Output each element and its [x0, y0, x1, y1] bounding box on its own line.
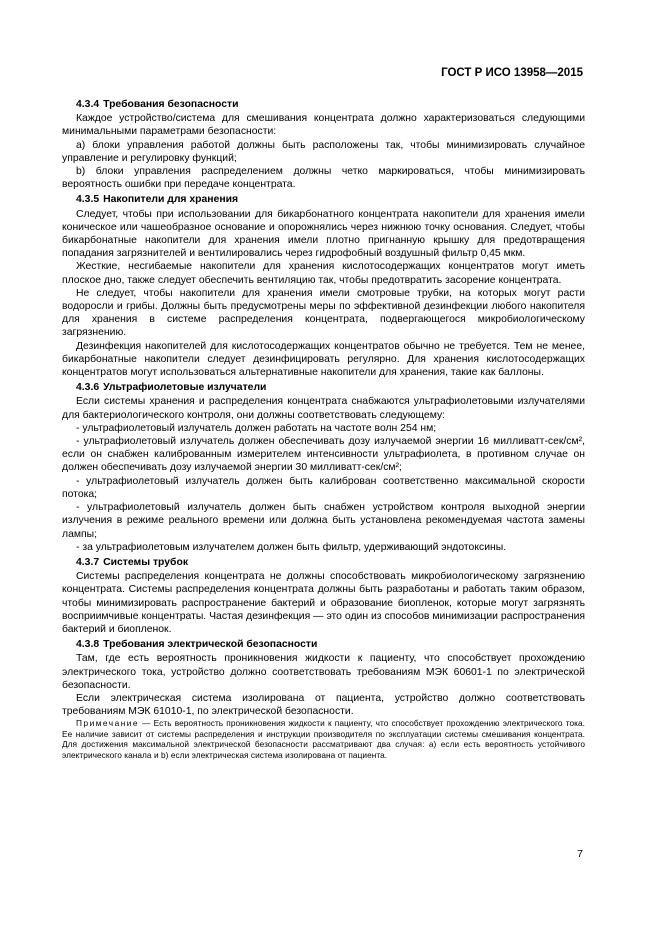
- paragraph: Если системы хранения и распределения концентрата снабжаются ультрафиолетовыми излучателями для бактериологического контроля, они должны соответствовать следующему:: [62, 396, 585, 421]
- paragraph: Жесткие, несгибаемые накопители для хранения кислотосодержащих концентратов могут иметь плоское дно, также следует обеспечить вентиляцию так, чтобы предотвратить засорение концентрата.: [62, 261, 585, 286]
- note-label: Примечание: [76, 718, 140, 729]
- section-heading-4-3-4: [62, 98, 585, 111]
- paragraph: Если электрическая система изолирована от пациента, устройство должно соответствовать требованиям МЭК 61010-1, по электрической безопасности.: [62, 692, 585, 718]
- section-heading-4-3-6: [62, 381, 585, 394]
- section-number: 4.3.8: [76, 639, 100, 651]
- list-item: - ультрафиолетовый излучатель должен быть калиброван соответственно максимальной скорости потока;: [62, 475, 585, 500]
- list-item: - ультрафиолетовый излучатель должен работать на частоте волн 254 нм;: [76, 422, 437, 434]
- section-number: 4.3.5: [76, 194, 100, 206]
- paragraph: Дезинфекция накопителей для кислотосодержащих концентратов обычно не требуется. Тем не менее, бикарбонатные накопители следует дезинфицировать регулярно. Для хранения кислотосодержащих концентратов могут использоваться альтернативные накопители для хранения, такие как баллоны.: [62, 340, 585, 379]
- list-item: b) блоки управления распределением должны четко маркироваться, чтобы минимизировать вероятность ошибки при передаче концентрата.: [62, 166, 585, 191]
- section-title: Накопители для хранения: [103, 194, 239, 206]
- section-title: Системы трубок: [103, 556, 189, 568]
- section-number: 4.3.7: [76, 556, 100, 568]
- section-heading-4-3-5: [62, 193, 585, 206]
- note-text: — Есть вероятность проникновения жидкости к пациенту, что способствует прохождению электрического тока. Ее наличие зависит от системы распределения и инструкции производителя по эксплуатации системы смешивания концентрата. Для достижения максимальной электрической безопасности рассматривают два случая: a) если есть вероятность устойчивого электрического канала и b) если электрическая система изолирована от пациента.: [62, 718, 585, 760]
- paragraph: Системы распределения концентрата не должны способствовать микробиологическому загрязнению концентрата. Системы распределения концентрата должны быть разработаны и работать таким образом, чтобы минимизировать распространение бактерий и образование биопленок, которые могут загрязнять восприимчивые концентраты. Частая дезинфекция — это один из способов минимизации распространения бактерий и биопленок.: [62, 571, 585, 635]
- note: [62, 718, 585, 760]
- paragraph: Каждое устройство/система для смешивания концентрата должно характеризоваться следующими минимальными параметрами безопасности:: [62, 113, 585, 138]
- section-title: Требования безопасности: [103, 99, 239, 110]
- section-title: Требования электрической безопасности: [103, 639, 318, 651]
- section-number: 4.3.4: [76, 99, 100, 110]
- page-number: 7: [577, 848, 583, 860]
- list-item: - за ультрафиолетовым излучателем должен быть фильтр, удерживающий эндотоксины.: [76, 541, 507, 553]
- document-code: ГОСТ Р ИСО 13958—2015: [441, 67, 583, 79]
- paragraph: Следует, чтобы при использовании для бикарбонатного концентрата накопители для хранения имели коническое или чашеобразное основание и опорожнялись через нижнюю точку основания. Следует, чтобы бикарбонатные накопители для хранения имели плотно пригнанную крышку для предотвращения попадания загрязнителей и вентилировались через гидрофобный воздушный фильтр 0,45 мкм.: [62, 208, 585, 260]
- section-number: 4.3.6: [76, 382, 100, 394]
- section-heading-4-3-7: [62, 556, 585, 569]
- paragraph: Там, где есть вероятность проникновения жидкости к пациенту, что способствует прохождению электрического тока, устройство должно соответствовать требованиям МЭК 60601-1 по электрической безопасности.: [62, 653, 585, 691]
- list-item: - ультрафиолетовый излучатель должен обеспечивать дозу излучаемой энергии 16 милливатт-сек/см², если он снабжен калиброванным измерителем интенсивности ультрафиолета, в противном случае он должен обеспечивать дозу излучаемой энергии 30 милливатт-сек/см²;: [62, 436, 585, 474]
- document-body: [62, 96, 585, 760]
- paragraph: Не следует, чтобы накопители для хранения имели смотровые трубки, на которых могут расти водоросли и грибы. Должны быть предусмотрены меры по эффективной дезинфекции любого накопителя для хранения в системе распределения концентрата, подвергающегося микробиологическому загрязнению.: [62, 287, 585, 339]
- section-title: Ультрафиолетовые излучатели: [103, 382, 267, 394]
- section-heading-4-3-8: [62, 638, 585, 651]
- list-item: - ультрафиолетовый излучатель должен быть снабжен устройством контроля выходной энергии излучения в режиме реального времени или должна быть установлена рекомендуемая частота замены лампы;: [62, 502, 585, 540]
- list-item: a) блоки управления работой должны быть расположены так, чтобы минимизировать случайное управление и регулировку функций;: [62, 139, 585, 164]
